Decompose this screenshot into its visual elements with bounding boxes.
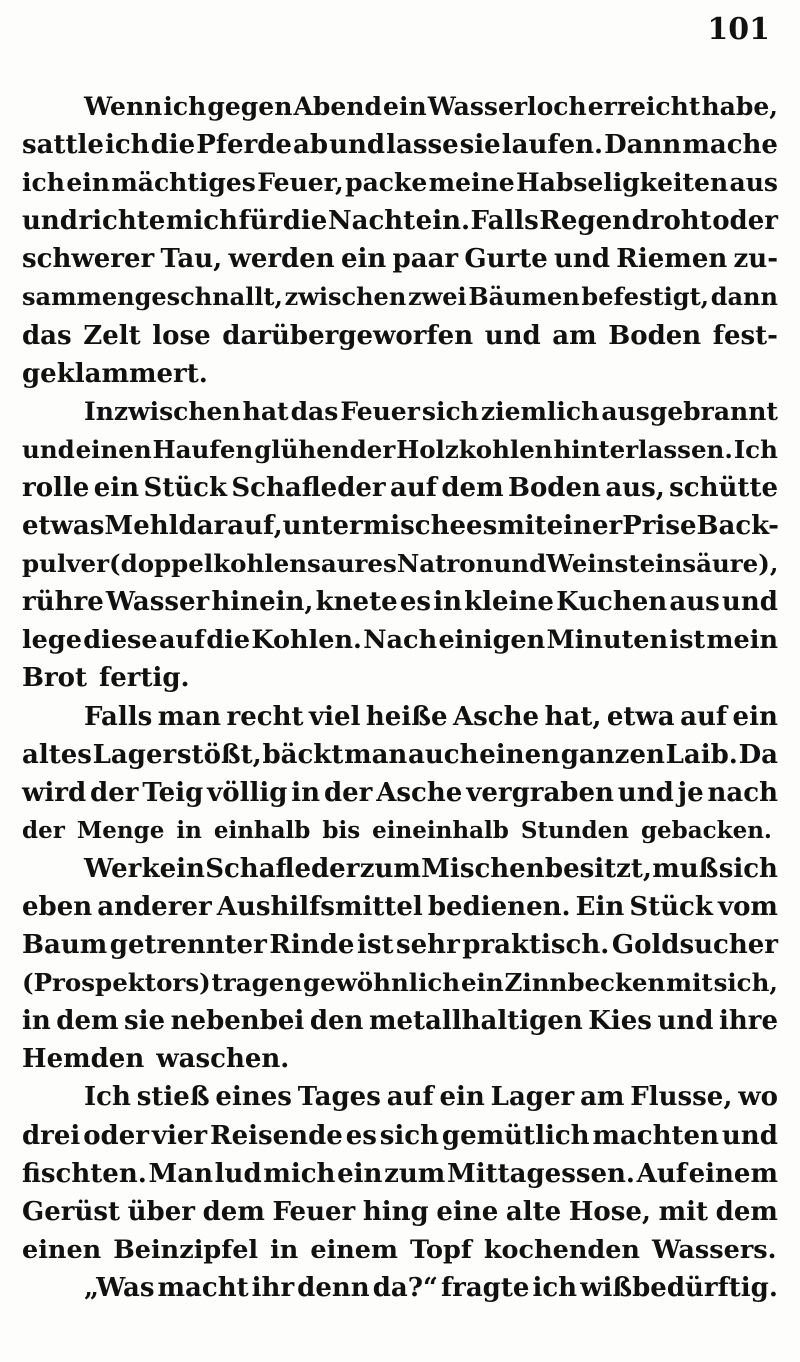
word: Weinsteinsäure), [546, 549, 779, 579]
word: Feuer, [257, 168, 344, 198]
word: drei [22, 1120, 81, 1151]
text-line [22, 1040, 778, 1078]
word: Inzwischen [84, 396, 241, 426]
word: richte [78, 206, 166, 237]
word: geklammert. [22, 358, 208, 389]
word: zwischen [284, 282, 407, 312]
word: alte [505, 1196, 562, 1227]
word: gebacken. [640, 816, 772, 844]
word: aus, [605, 472, 665, 503]
text-line [22, 1231, 778, 1269]
text-line [22, 621, 778, 659]
word: da?“ [372, 1272, 438, 1303]
word: Baum [22, 930, 108, 961]
word: Laib. [665, 739, 738, 770]
word: Dann [604, 130, 682, 161]
text-line [22, 469, 778, 507]
word: mich [263, 1158, 336, 1189]
word: Ein [575, 891, 625, 922]
word: in [176, 816, 202, 844]
word: einen [75, 434, 152, 464]
word: Rinde [269, 930, 355, 961]
word: kein [141, 853, 205, 884]
word: viel [308, 701, 361, 732]
word: Stück [629, 891, 713, 922]
word: waschen. [156, 1044, 290, 1075]
word: hinein, [211, 587, 314, 618]
word: ist [356, 930, 394, 961]
word: Asche [452, 701, 540, 732]
word: ab [293, 130, 329, 161]
word: bis [322, 816, 361, 844]
word: Falls [470, 206, 539, 237]
word: völlig [207, 777, 288, 808]
word: das [290, 396, 339, 426]
word: mich [165, 206, 238, 237]
word: packe [345, 168, 428, 198]
word: Ich [84, 1082, 131, 1113]
word: und [721, 587, 778, 618]
word: Feuer [340, 396, 420, 426]
word: sattle [22, 130, 104, 161]
word: und [657, 1006, 714, 1037]
word: droht [631, 206, 712, 237]
word: Natron [396, 549, 494, 579]
word: altes [22, 739, 92, 770]
word: Haufen [152, 434, 254, 464]
word: es [345, 1120, 377, 1151]
word: befestigt, [581, 282, 710, 312]
page-number: 101 [707, 12, 770, 47]
word: aus [729, 168, 778, 198]
word: praktisch. [462, 930, 610, 961]
word: am [580, 1082, 625, 1113]
word: mit [497, 511, 547, 542]
word: ein. [415, 206, 471, 237]
word: gegen [207, 92, 293, 121]
text-line [22, 1002, 778, 1040]
word: Holzkohlen [396, 434, 553, 464]
text-line [22, 317, 778, 355]
word: Da [738, 739, 778, 770]
word: in [270, 1234, 299, 1265]
text-line [22, 355, 778, 393]
text-line [22, 164, 778, 202]
word: und [554, 244, 611, 275]
word: Mittagessen. [446, 1158, 635, 1189]
word: einigen [438, 625, 546, 656]
word: muß [652, 853, 719, 884]
word: gewöhnlich [303, 968, 461, 998]
word: habe, [701, 92, 778, 121]
word: sich, [713, 968, 778, 998]
word: eineinhalb [372, 816, 509, 844]
text-line [22, 774, 778, 812]
word: Wer [84, 853, 142, 884]
word: auf [680, 701, 728, 732]
text-line [22, 583, 778, 621]
word: mächtiges [111, 168, 256, 198]
word: ich [22, 168, 65, 198]
word: macht [157, 1272, 249, 1303]
word: dem [441, 472, 504, 503]
word: fragte [440, 1272, 530, 1303]
word: mit [658, 1196, 708, 1227]
word: stößt, [176, 739, 262, 770]
word: fertig. [99, 663, 190, 694]
word: hat, [544, 701, 602, 732]
word: lud [214, 1158, 262, 1189]
word: die [282, 206, 328, 237]
word: wird [22, 777, 87, 808]
word: lose [152, 320, 211, 351]
word: wo [738, 1082, 778, 1113]
word: eben [22, 891, 93, 922]
word: man [157, 701, 222, 732]
word: und [329, 130, 386, 161]
word: bäckt [262, 739, 344, 770]
word: Tages [297, 1082, 381, 1113]
word: Wasserloch [427, 92, 587, 121]
word: Kohlen. [251, 625, 362, 656]
word: Regen [539, 206, 632, 237]
word: Wenn [84, 92, 163, 121]
word: Reisende [209, 1120, 343, 1151]
word: ein [732, 701, 778, 732]
word: ein [439, 1082, 485, 1113]
word: knete [315, 587, 398, 618]
word: ist [669, 625, 706, 656]
word: sich [421, 396, 479, 426]
word: Mischen [421, 853, 545, 884]
word: hinterlassen. [553, 434, 733, 464]
text-line [22, 1193, 778, 1231]
word: Aushilfsmittel [216, 891, 423, 922]
word: fischten. [22, 1158, 147, 1189]
word: Nacht [327, 206, 416, 237]
text-line [22, 888, 778, 926]
word: fest- [712, 320, 778, 351]
text-line [22, 240, 778, 278]
word: werden [228, 244, 335, 275]
word: mein [706, 625, 778, 656]
word: Brot [22, 663, 88, 694]
word: darübergeworfen [222, 320, 474, 351]
word: Boden [507, 472, 601, 503]
word: zum [359, 853, 421, 884]
text-line [22, 545, 778, 583]
word: nach [707, 777, 778, 808]
word: Menge [76, 816, 165, 844]
text-line [22, 736, 778, 774]
word: auf [390, 472, 437, 503]
word: stieß [136, 1082, 210, 1113]
word: nebenbei [170, 1006, 305, 1037]
word: die [150, 130, 196, 161]
word: Man [148, 1158, 213, 1189]
word: vom [717, 891, 778, 922]
word: hat [242, 396, 289, 426]
word: bedienen. [427, 891, 571, 922]
word: untermische [282, 511, 467, 542]
word: zum [384, 1158, 446, 1189]
word: machten [592, 1120, 719, 1151]
word: Teig [142, 777, 204, 808]
word: ich [532, 1272, 578, 1303]
text-line [22, 926, 778, 964]
word: in [291, 777, 321, 808]
word: Hose, [568, 1196, 651, 1227]
word: je [677, 777, 704, 808]
word: ich [163, 92, 207, 121]
word: Stunden [520, 816, 629, 844]
word: Asche [376, 777, 463, 808]
word: tragen [211, 968, 303, 998]
word: man [344, 739, 408, 770]
word: Stück [143, 472, 227, 503]
word: und [22, 434, 75, 464]
text-line [22, 698, 778, 736]
word: schütte [669, 472, 778, 503]
word: auf [386, 1082, 434, 1113]
word: Nach [363, 625, 438, 656]
word: Zelt [83, 320, 141, 351]
word: erreicht [587, 92, 701, 121]
word: ein [337, 1158, 383, 1189]
word: gemütlich [441, 1120, 590, 1151]
text-line [22, 1269, 778, 1307]
word: ganzen [560, 739, 665, 770]
text-line [22, 507, 778, 545]
word: Gurte [464, 244, 548, 275]
text-line [22, 1155, 778, 1193]
word: recht [226, 701, 304, 732]
word: ein [383, 92, 427, 121]
word: sie [459, 130, 501, 161]
word: darauf, [178, 511, 283, 542]
word: kleine [464, 587, 554, 618]
word: zu- [733, 244, 778, 275]
word: Tau, [160, 244, 223, 275]
word: der [323, 777, 373, 808]
word: Minuten [546, 625, 669, 656]
word: Pferde [196, 130, 292, 161]
text-line [22, 659, 778, 697]
word: und [22, 206, 78, 237]
word: kochenden [483, 1234, 640, 1265]
word: Abend [293, 92, 382, 121]
text-line [22, 431, 778, 469]
word: ein [460, 968, 504, 998]
word: eine [436, 1196, 499, 1227]
word: denn [297, 1272, 370, 1303]
word: heiße [365, 701, 448, 732]
word: ausgebrannt [601, 396, 778, 426]
word: mit [666, 968, 713, 998]
word: am [552, 320, 597, 351]
word: zwei [407, 282, 467, 312]
word: wißbedürftig. [580, 1272, 778, 1303]
word: rühre [22, 587, 104, 618]
word: auf [158, 625, 205, 656]
word: dem [715, 1196, 778, 1227]
word: es [399, 587, 432, 618]
text-line [22, 393, 778, 431]
word: einhalb [213, 816, 311, 844]
word: Flusse, [630, 1082, 733, 1113]
word: hing [362, 1196, 429, 1227]
word: die [206, 625, 251, 656]
word: und [484, 320, 541, 351]
word: „Was [84, 1272, 155, 1303]
word: ich [104, 130, 150, 161]
word: (doppelkohlensaures [108, 549, 397, 579]
word: einen [479, 739, 561, 770]
word: oder [83, 1120, 149, 1151]
body-text [22, 88, 778, 1307]
word: schwerer [22, 244, 155, 275]
word: Prise [622, 511, 697, 542]
word: Kuchen [556, 587, 668, 618]
word: Lager [92, 739, 177, 770]
word: Habseligkeiten [516, 168, 729, 198]
word: Ich [733, 434, 778, 464]
word: und [493, 549, 547, 579]
text-line [22, 278, 778, 316]
text-line [22, 1117, 778, 1155]
word: Gerüst [22, 1196, 120, 1227]
word: und [721, 1120, 778, 1151]
word: Topf [410, 1234, 472, 1265]
word: sie [124, 1006, 166, 1037]
word: einem [310, 1234, 398, 1265]
word: eines [215, 1082, 292, 1113]
word: aus [669, 587, 720, 618]
word: lege [22, 625, 82, 656]
word: Mehl [104, 511, 179, 542]
word: besitzt, [544, 853, 652, 884]
word: der [22, 816, 65, 844]
word: oder [712, 206, 778, 237]
word: einen [22, 1234, 102, 1265]
word: getrennter [109, 930, 267, 961]
word: Falls [84, 701, 153, 732]
word: Kies [588, 1006, 652, 1037]
word: etwa [606, 701, 675, 732]
word: ein [66, 168, 110, 198]
word: auch [408, 739, 479, 770]
word: und [617, 777, 674, 808]
word: einer [546, 511, 623, 542]
text-line [22, 202, 778, 240]
text-line [22, 88, 778, 126]
word: dem [56, 1006, 119, 1037]
word: ihre [718, 1006, 778, 1037]
word: den [309, 1006, 364, 1037]
word: vier [151, 1120, 208, 1151]
word: dann [710, 282, 778, 312]
word: anderer [97, 891, 212, 922]
word: Riemen [616, 244, 728, 275]
text-line [22, 1078, 778, 1116]
word: das [22, 320, 72, 351]
word: für [238, 206, 283, 237]
word: Schafleder [205, 853, 360, 884]
word: Lager [490, 1082, 575, 1113]
word: über [127, 1196, 195, 1227]
text-line [22, 812, 778, 850]
word: sammengeschnallt, [22, 282, 283, 312]
word: Bäumen [468, 282, 580, 312]
word: Hemden [22, 1044, 145, 1075]
word: Back- [696, 511, 779, 542]
word: Feuer [272, 1196, 356, 1227]
word: vergraben [466, 777, 614, 808]
word: paar [392, 244, 459, 275]
word: Wasser [105, 587, 210, 618]
word: Boden [608, 320, 702, 351]
word: metallhaltigen [368, 1006, 583, 1037]
word: Goldsucher [611, 930, 778, 961]
word: in [22, 1006, 51, 1037]
word: rolle [22, 472, 90, 503]
word: dem [202, 1196, 265, 1227]
word: ziemlich [480, 396, 600, 426]
word: diese [83, 625, 158, 656]
word: ihr [251, 1272, 295, 1303]
word: etwas [22, 511, 105, 542]
word: Auf [636, 1158, 687, 1189]
word: sehr [395, 930, 460, 961]
word: glühender [254, 434, 396, 464]
text-line [22, 126, 778, 164]
word: sich [379, 1120, 440, 1151]
word: einem [688, 1158, 778, 1189]
word: der [90, 777, 139, 808]
word: mache [682, 130, 778, 161]
word: (Prospektors) [22, 968, 211, 998]
word: es [466, 511, 498, 542]
word: Zinnbecken [504, 968, 666, 998]
word: Schafleder [231, 472, 386, 503]
word: laufen. [501, 130, 604, 161]
word: sich [718, 853, 778, 884]
word: Wassers. [651, 1234, 777, 1265]
word: pulver [22, 549, 109, 579]
text-line [22, 850, 778, 888]
word: meine [428, 168, 515, 198]
word: in [433, 587, 462, 618]
word: Beinzipfel [113, 1234, 259, 1265]
word: ein [93, 472, 140, 503]
word: lasse [386, 130, 459, 161]
text-line [22, 964, 778, 1002]
word: ein [340, 244, 387, 275]
